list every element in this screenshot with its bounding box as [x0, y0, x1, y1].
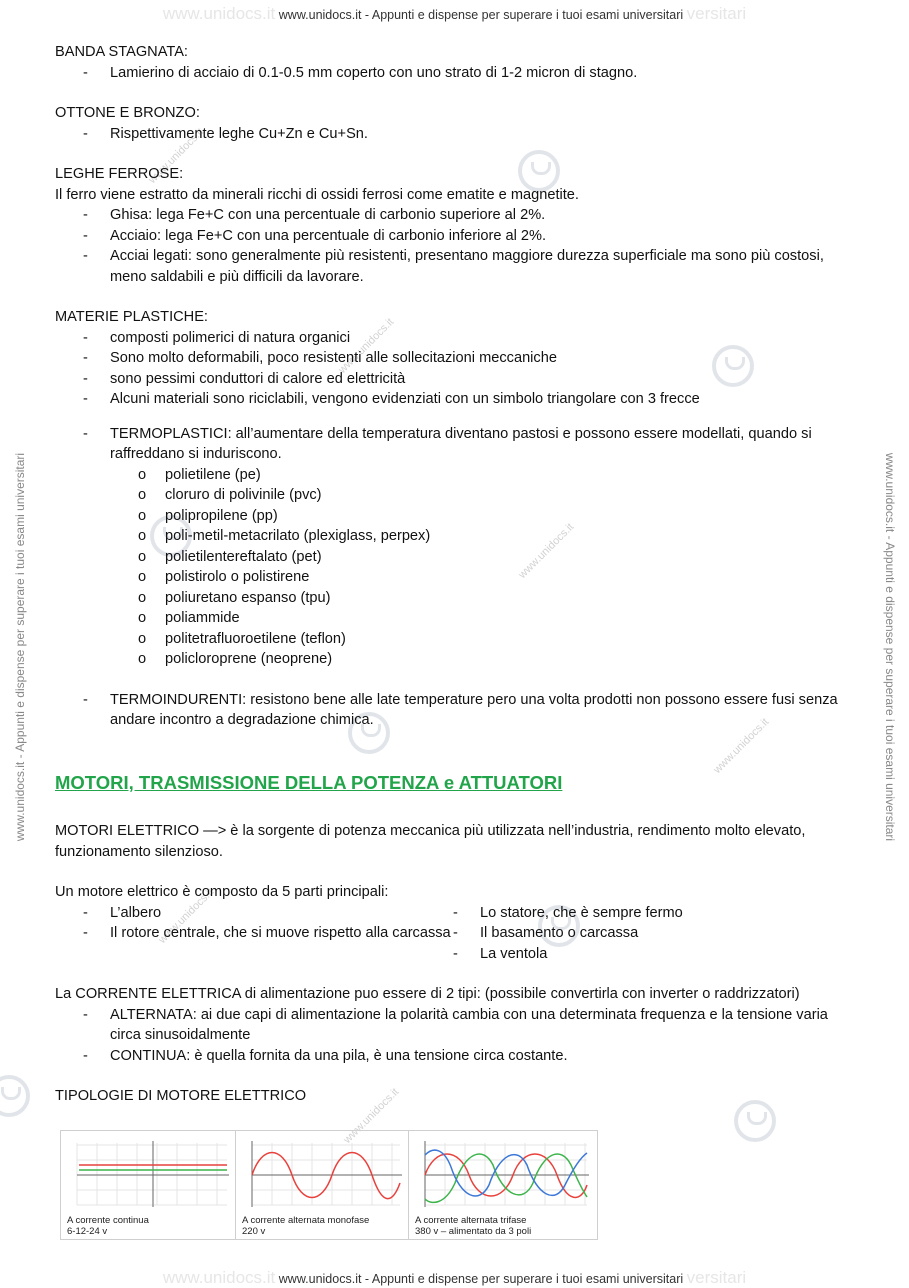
- faint-watermark: www.unidocs.it: [156, 886, 217, 946]
- faint-watermark: www.unidocs.it: [516, 521, 577, 581]
- dc-graph: [67, 1135, 231, 1211]
- termoindurenti-item: - TERMOINDURENTI: resistono bene alle late temperature pero una volta prodotti non possono essere fusi senza andare incontro a degradazione chimica.: [55, 690, 855, 731]
- list-item: - L’albero: [55, 903, 480, 924]
- plastiche-heading: MATERIE PLASTICHE:: [55, 309, 208, 325]
- list-item: o poliammide: [55, 608, 855, 629]
- header-ghost-right: versitari: [686, 4, 747, 23]
- list-item: - Acciai legati: sono generalmente più resistenti, presentano maggiore durezza superficiale ma sono più costosi, meno saldabili e più difficili da lavorare.: [55, 246, 855, 287]
- list-item: - sono pessimi conduttori di calore ed elettricità: [55, 369, 855, 390]
- list-item: - Rispettivamente leghe Cu+Zn e Cu+Sn.: [55, 124, 855, 145]
- list-item: o cloruro di polivinile (pvc): [55, 485, 855, 506]
- caption-line: A corrente continua: [67, 1215, 149, 1226]
- single-phase-graph: [242, 1135, 404, 1211]
- list-item: o policloroprene (neoprene): [55, 649, 855, 670]
- list-item: - Sono molto deformabili, poco resistenti alle sollecitazioni meccaniche: [55, 348, 855, 369]
- list-item: - composti polimerici di natura organici: [55, 328, 855, 349]
- leghe-list: [55, 205, 855, 287]
- list-item: - ALTERNATA: ai due capi di alimentazione la polarità cambia con una determinata frequenza e la tensione varia circa sinusoidalmente: [55, 1005, 855, 1046]
- list-item: - La ventola: [425, 944, 800, 965]
- grid-lines: [77, 1143, 227, 1205]
- faint-watermark: www.unidocs.it: [341, 1086, 402, 1146]
- panel-caption: [67, 1215, 149, 1237]
- three-phase-graph: [415, 1135, 593, 1211]
- faint-watermark: www.unidocs.it: [336, 316, 397, 376]
- list-item: - Ghisa: lega Fe+C con una percentuale di carbonio superiore al 2%.: [55, 205, 855, 226]
- document-body: [55, 42, 855, 1107]
- motori-intro: MOTORI ELETTRICO —> è la sorgente di potenza meccanica più utilizzata nell’industria, rendimento molto elevato, funzionamento silenzioso.: [55, 823, 806, 860]
- faint-watermark: www.unidocs.it: [146, 126, 207, 186]
- list-item: - Lamierino di acciaio di 0.1-0.5 mm coperto con uno strato di 1-2 micron di stagno.: [55, 63, 855, 84]
- list-item: - Acciaio: lega Fe+C con una percentuale di carbonio inferiore al 2%.: [55, 226, 855, 247]
- sine-wave: [252, 1153, 400, 1199]
- banda-list: [55, 63, 855, 84]
- header-ghost-left: www.unidocs.it: [162, 4, 276, 23]
- grid-lines: [425, 1143, 587, 1205]
- list-item: o polietilentereftalato (pet): [55, 547, 855, 568]
- faint-watermark: www.unidocs.it: [711, 716, 772, 776]
- list-item: - Il basamento o carcassa: [425, 923, 800, 944]
- panel-caption: [415, 1215, 531, 1237]
- footer-watermark-text: www.unidocs.it - Appunti e dispense per superare i tuoi esami universitari: [278, 1272, 684, 1286]
- left-side-watermark: www.unidocs.it - Appunti e dispense per superare i tuoi esami universitari: [13, 452, 27, 842]
- caption-line: A corrente alternata monofase: [242, 1215, 370, 1226]
- section-title: MOTORI, TRASMISSIONE DELLA POTENZA e ATTUATORI: [55, 771, 563, 793]
- parts-right-list: [425, 903, 800, 965]
- ottone-list: [55, 124, 855, 145]
- list-item: - Il rotore centrale, che si muove rispetto alla carcassa: [55, 923, 480, 944]
- termoplastici-sublist: [55, 465, 855, 670]
- leghe-heading: LEGHE FERROSE:: [55, 166, 184, 182]
- list-item: - Lo statore, che è sempre fermo: [425, 903, 800, 924]
- header-watermark-text: www.unidocs.it - Appunti e dispense per superare i tuoi esami universitari: [278, 8, 684, 22]
- motor-types-figure: [60, 1130, 598, 1240]
- ottone-heading: OTTONE E BRONZO:: [55, 105, 200, 121]
- list-item: o poli-metil-metacrilato (plexiglass, perpex): [55, 526, 855, 547]
- tipologie-heading: TIPOLOGIE DI MOTORE ELETTRICO: [55, 1088, 307, 1104]
- footer-watermark: [0, 1268, 909, 1288]
- caption-line: 220 v: [242, 1226, 266, 1237]
- right-side-watermark: www.unidocs.it - Appunti e dispense per superare i tuoi esami universitari: [883, 452, 897, 842]
- parts-left-list: [55, 903, 480, 965]
- list-item: o politetrafluoroetilene (teflon): [55, 629, 855, 650]
- panel-three-phase: [409, 1131, 597, 1239]
- phase-wave-red: [425, 1154, 587, 1197]
- footer-ghost-left: www.unidocs.it: [162, 1268, 276, 1287]
- panel-dc: [61, 1131, 236, 1239]
- list-item: - CONTINUA: è quella fornita da una pila, è una tensione circa costante.: [55, 1046, 855, 1067]
- termoindurenti-list: [55, 690, 855, 731]
- unidocs-logo-icon: [0, 1075, 30, 1117]
- leghe-intro: Il ferro viene estratto da minerali ricchi di ossidi ferrosi come ematite e magnetite.: [55, 186, 579, 203]
- list-item: - Alcuni materiali sono riciclabili, vengono evidenziati con un simbolo triangolare con 3 frecce: [55, 389, 855, 410]
- header-watermark: [0, 4, 909, 24]
- caption-line: A corrente alternata trifase: [415, 1215, 527, 1226]
- corrente-intro: La CORRENTE ELETTRICA di alimentazione puo essere di 2 tipi: (possibile convertirla con inverter o raddrizzatori): [55, 986, 800, 1002]
- list-item: o polietilene (pe): [55, 465, 855, 486]
- panel-single-phase: [236, 1131, 409, 1239]
- termoplastici-item: - TERMOPLASTICI: all’aumentare della temperatura diventano pastosi e possono essere modellati, quando si raffreddano si induriscono.: [55, 424, 855, 465]
- footer-ghost-right: versitari: [686, 1268, 747, 1287]
- motori-parts: [55, 903, 855, 965]
- caption-line: 380 v – alimentato da 3 poli: [415, 1226, 532, 1237]
- panel-caption: [242, 1215, 369, 1237]
- caption-line: 6-12-24 v: [67, 1226, 108, 1237]
- list-item: o polistirolo o polistirene: [55, 567, 855, 588]
- termoplastici-list: [55, 424, 855, 465]
- list-item: o poliuretano espanso (tpu): [55, 588, 855, 609]
- banda-heading: BANDA STAGNATA:: [55, 44, 188, 60]
- plastiche-list: [55, 328, 855, 410]
- list-item: o polipropilene (pp): [55, 506, 855, 527]
- motori-parts-intro: Un motore elettrico è composto da 5 parti principali:: [55, 884, 389, 900]
- corrente-list: [55, 1005, 855, 1067]
